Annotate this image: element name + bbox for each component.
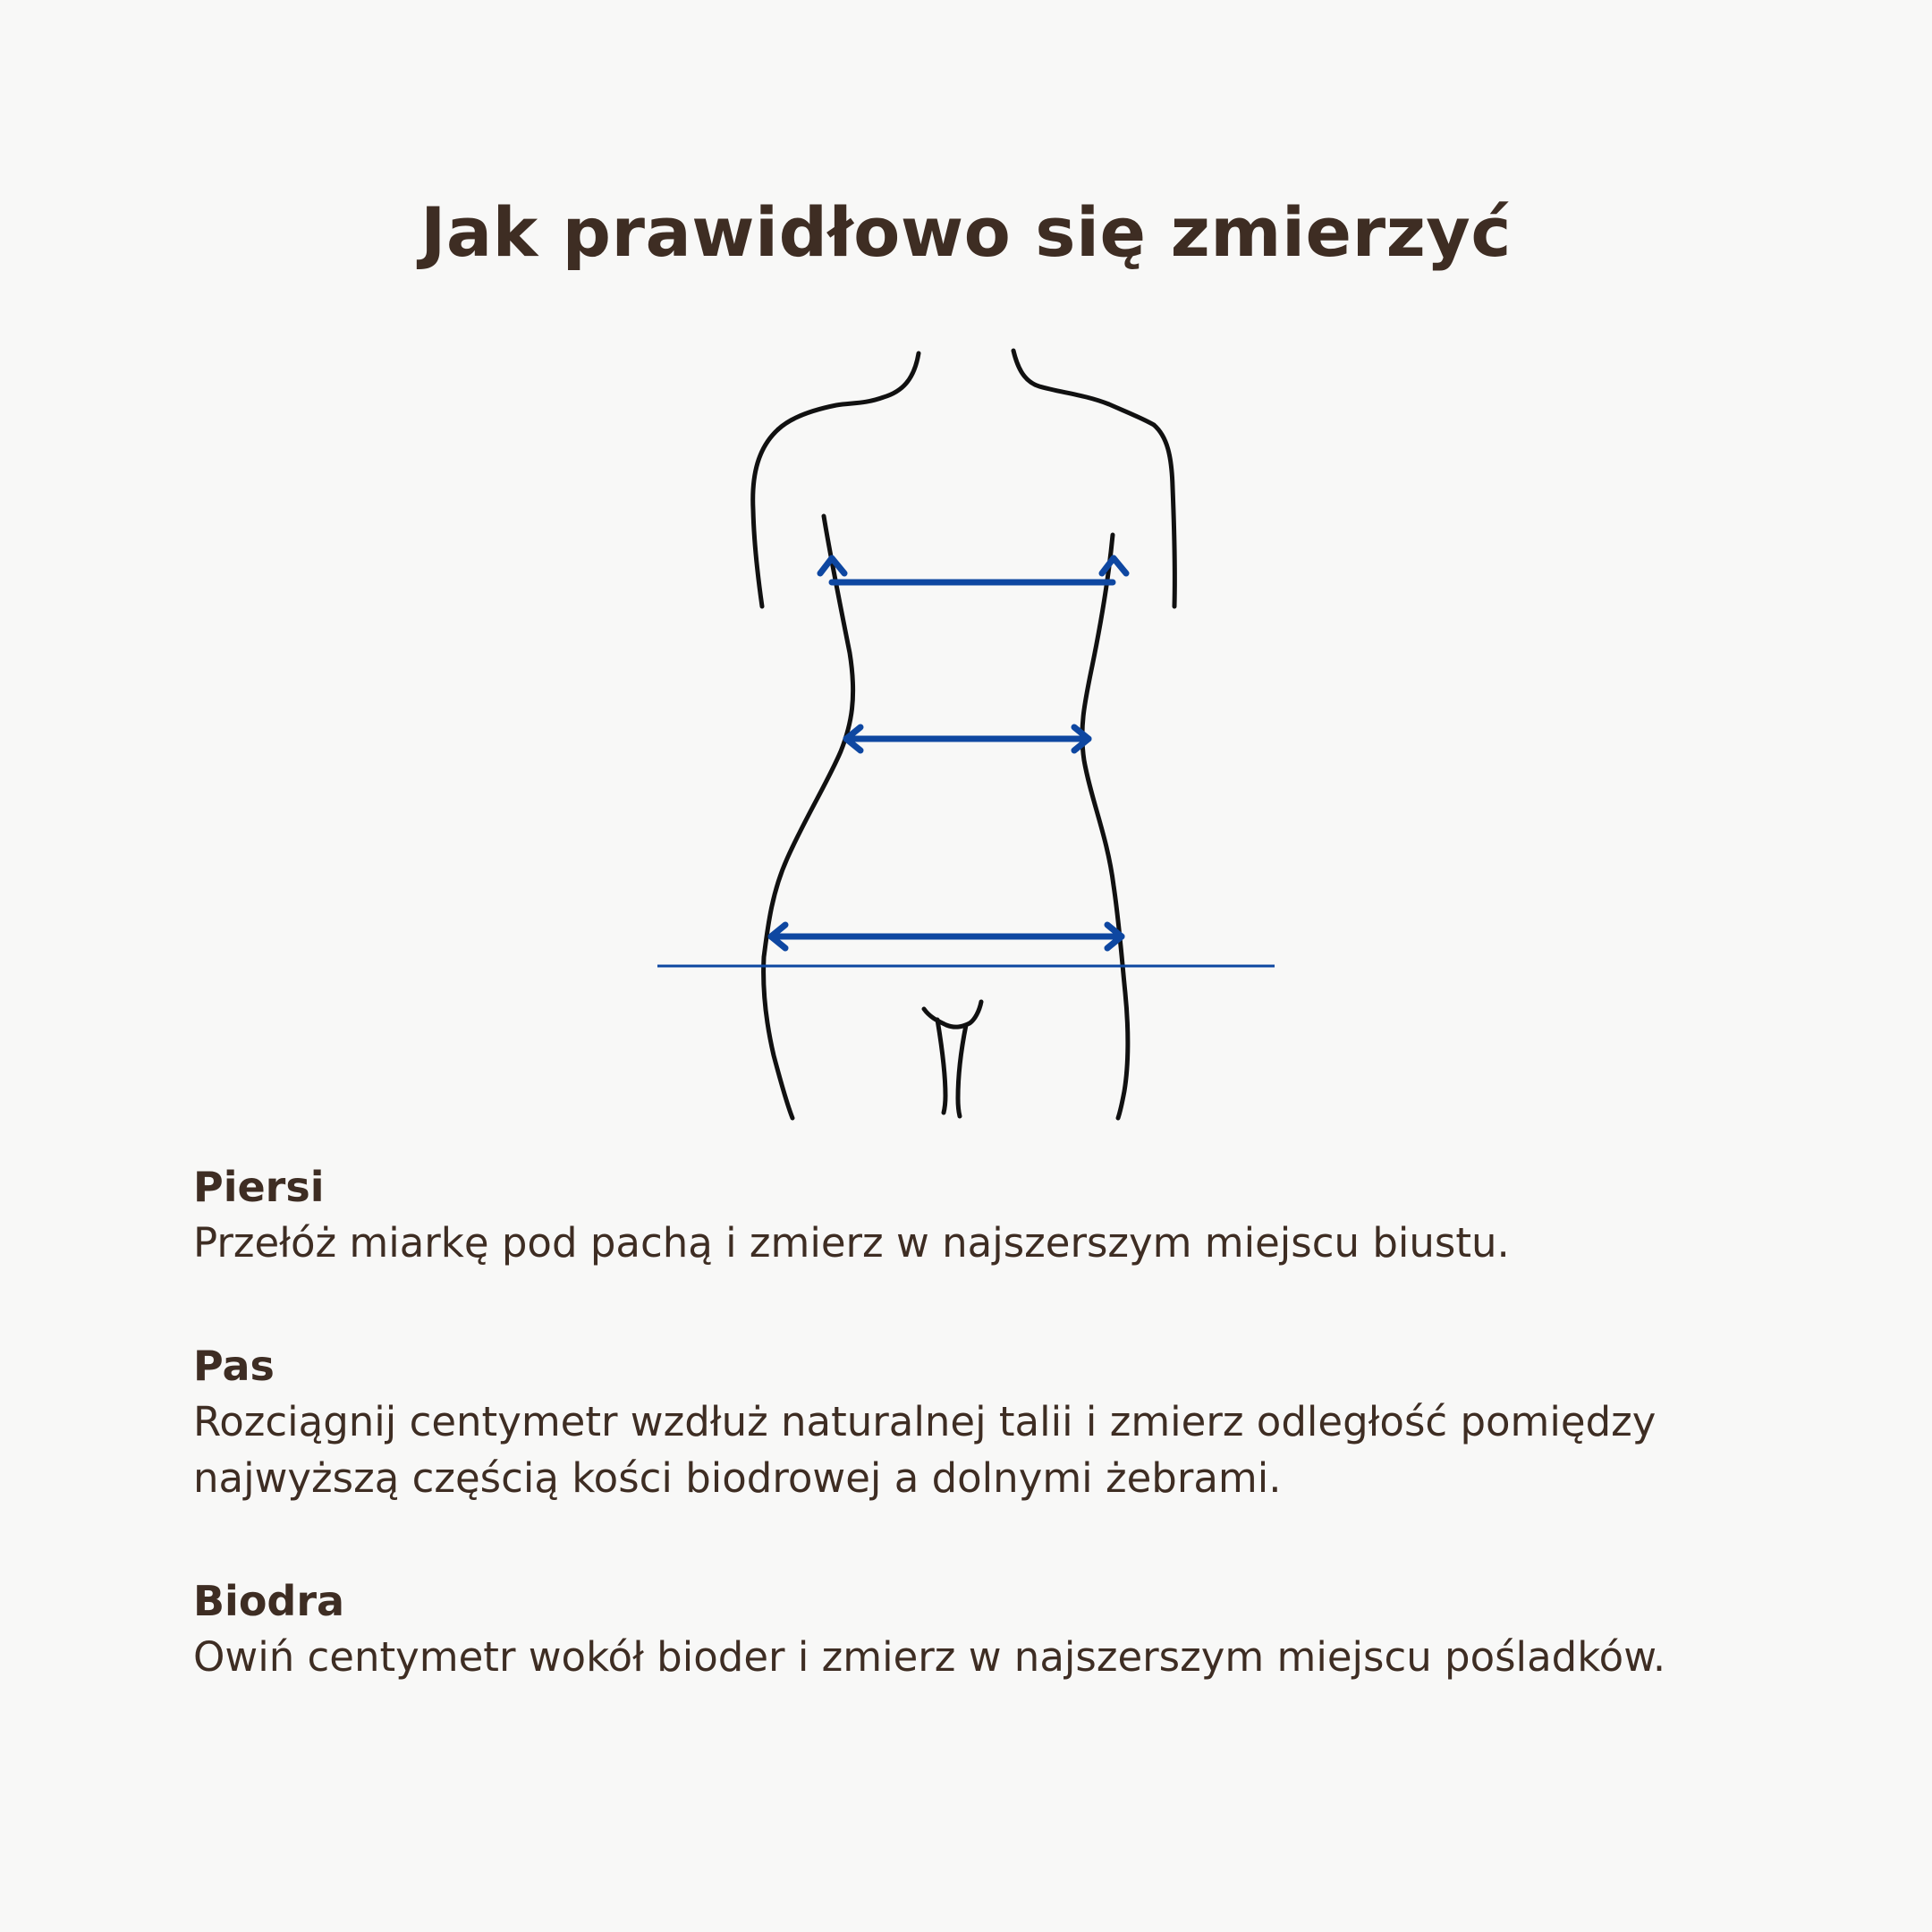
section-heading-waist: Pas	[193, 1342, 275, 1390]
neck-left	[778, 353, 919, 429]
page-title: Jak prawidłowo się zmierzyć	[420, 192, 1512, 272]
arm-right	[1154, 425, 1174, 606]
section-text-hips: Owiń centymetr wokół bioder i zmierz w najszerszym miejscu pośladków.	[193, 1633, 1666, 1681]
section-text-bust: Przełóż miarkę pod pachą i zmierz w najszerszym miejscu biustu.	[193, 1219, 1510, 1267]
section-text-waist: Rozciągnij centymetr wzdłuż naturalnej talii i zmierz odległość pomiędzy najwyższą częścią kości biodrowej a dolnymi żebrami.	[193, 1398, 1657, 1502]
torso-right	[1082, 535, 1128, 1118]
body-outline	[753, 351, 1175, 1118]
inner-leg-left	[937, 1020, 945, 1113]
section-heading-bust: Piersi	[193, 1163, 325, 1211]
neck-right	[1013, 351, 1154, 425]
bust-arrow-right	[1102, 558, 1126, 573]
torso-left	[764, 516, 853, 1118]
measurement-lines	[771, 558, 1126, 948]
section-hips	[193, 1573, 1767, 1685]
inner-leg-right	[958, 1025, 966, 1116]
section-waist	[193, 1338, 1767, 1506]
section-bust	[193, 1159, 1767, 1271]
arm-left	[753, 429, 778, 606]
section-heading-hips: Biodra	[193, 1577, 345, 1625]
crotch	[924, 1002, 981, 1027]
